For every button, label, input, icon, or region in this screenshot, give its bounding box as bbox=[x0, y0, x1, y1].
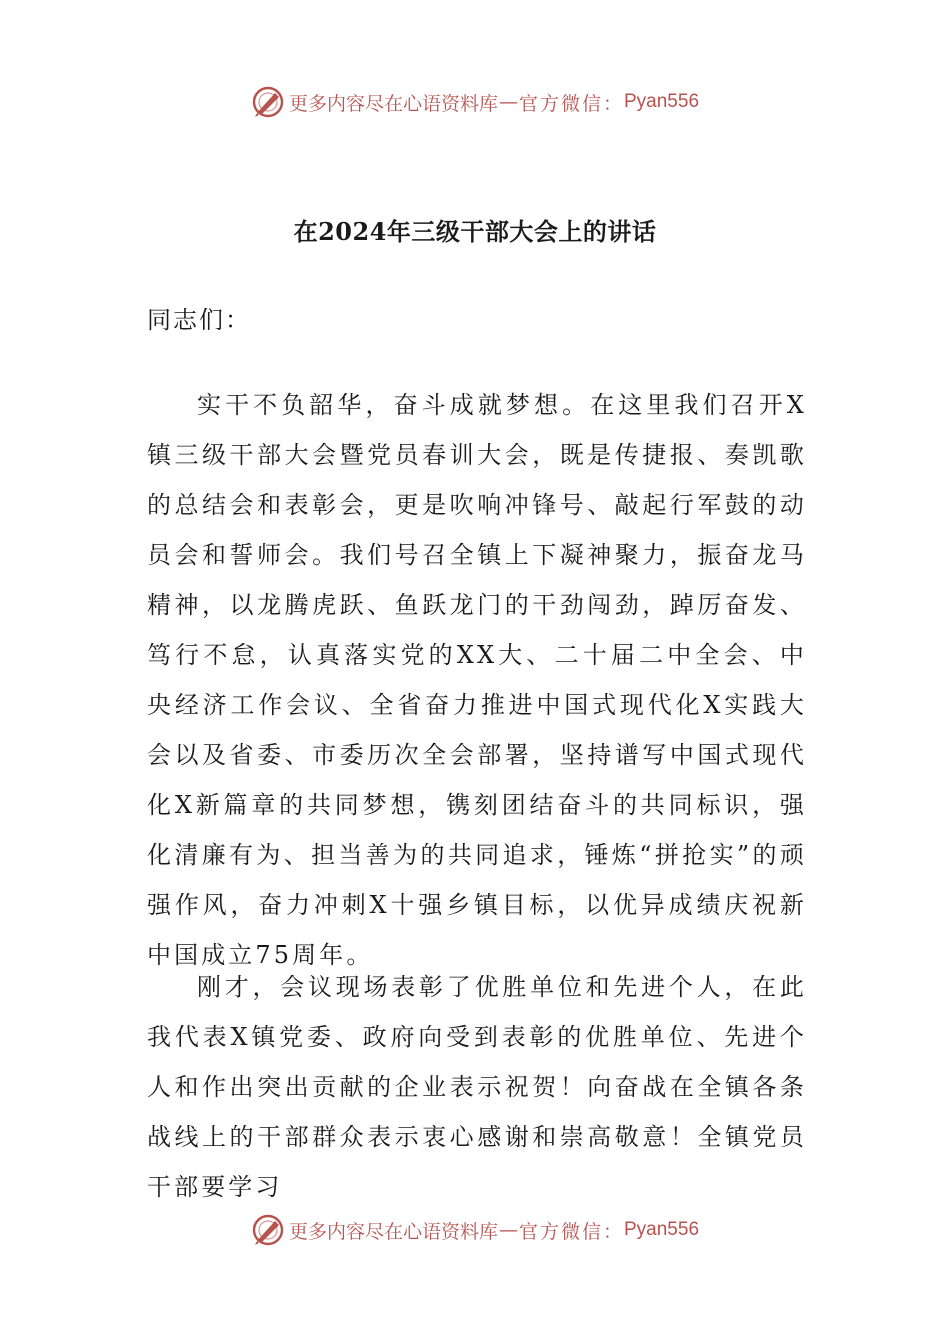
header-watermark-banner bbox=[0, 82, 950, 122]
pen-logo-icon bbox=[251, 1213, 285, 1247]
footer-watermark-banner bbox=[0, 1210, 950, 1250]
brand-text: 更多内容尽在心语资料库 bbox=[288, 92, 498, 115]
wechat-id: Pyan556 bbox=[624, 91, 700, 112]
wechat-label: 官方微信： bbox=[518, 92, 624, 115]
salutation: 同志们： bbox=[147, 306, 251, 334]
brand-text: 更多内容尽在心语资料库 bbox=[288, 1220, 498, 1243]
wechat-id: Pyan556 bbox=[624, 1219, 700, 1240]
body-paragraph-1: 实干不负韶华，奋斗成就梦想。在这里我们召开X镇三级干部大会暨党员春训大会，既是传捷报、奏凯歌的总结会和表彰会，更是吹响冲锋号、敲起行军鼓的动员会和誓师会。我们号召全镇上下凝神聚力，振奋龙马精神，以龙腾虎跃、鱼跃龙门的干劲闯劲，踔厉奋发、笃行不怠，认真落实党的XX大、二十届二中全会、中央经济工作会议、全省奋力推进中国式现代化X实践大会以及省委、市委历次全会部署，坚持谱写中国式现代化X新篇章的共同梦想，镌刻团结奋斗的共同标识，强化清廉有为、担当善为的共同追求，锤炼“拼抢实”的顽强作风，奋力冲刺X十强乡镇目标，以优异成绩庆祝新中国成立75周年。 bbox=[147, 391, 807, 969]
wechat-label: 官方微信： bbox=[518, 1220, 624, 1243]
document-title: 在2024年三级干部大会上的讲话 bbox=[293, 217, 657, 246]
separator-dash: — bbox=[498, 1219, 518, 1241]
separator-dash: — bbox=[498, 91, 518, 113]
pen-logo-icon bbox=[251, 85, 285, 119]
body-paragraph-2: 刚才，会议现场表彰了优胜单位和先进个人，在此我代表X镇党委、政府向受到表彰的优胜单位、先进个人和作出突出贡献的企业表示祝贺！向奋战在全镇各条战线上的干部群众表示衷心感谢和崇高敬意！全镇党员干部要学习 bbox=[147, 973, 807, 1201]
